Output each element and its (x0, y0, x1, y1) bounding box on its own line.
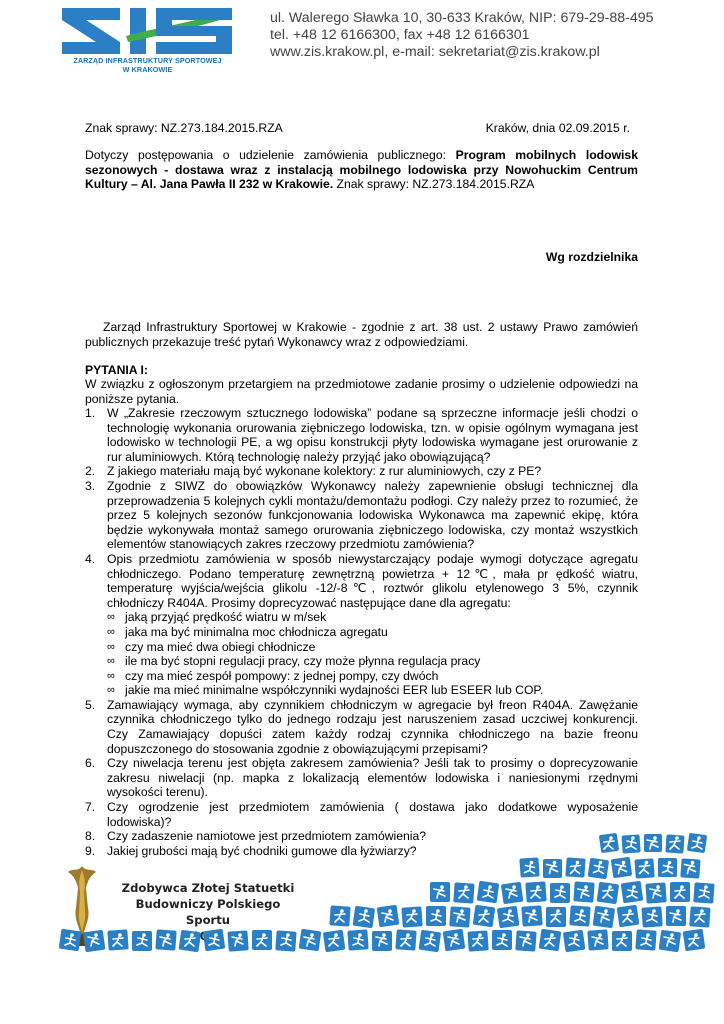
bullet-icon: ∞ (107, 640, 115, 653)
list-item (107, 683, 638, 698)
sport-pictogram-icon (550, 883, 570, 903)
sport-pictogram-icon (419, 930, 442, 953)
web-email: www.zis.krakow.pl, e-mail: sekretariat@zis.krakow.pl (270, 44, 600, 60)
sport-pictogram-icon (203, 929, 226, 952)
sport-pictogram-icon (543, 859, 562, 878)
distribution: Wg rozdzielnika (545, 250, 638, 264)
question-7 (85, 800, 638, 829)
question-number: 8. (85, 829, 96, 844)
sport-pictogram-icon (641, 906, 662, 927)
questions-intro: W związku z ogłoszonym przetargiem na przedmiotowe zadanie prosimy o udzielenie odpowiedzi na poniższe pytania. (85, 377, 638, 406)
place-date: Kraków, dnia 02.09.2015 r. (485, 121, 630, 135)
bullet-icon: ∞ (107, 625, 115, 638)
sport-pictogram-icon (680, 858, 700, 878)
sport-pictogram-icon (275, 930, 296, 951)
award-line-2: Budowniczy Polskiego Sportu (135, 897, 281, 927)
sport-pictogram-icon (426, 906, 446, 926)
case-number: Znak sprawy: NZ.273.184.2015.RZA (85, 121, 283, 135)
sport-pictograms (0, 828, 724, 968)
list-item-text: jaka ma być minimalna moc chłodnicza agregatu (125, 624, 388, 639)
subject-title: Program mobilnych lodowisk sezonowych - dostawa wraz z instalacją mobilnego lodowiska przy Nowohuckim Centrum Kultury – Al. Jana Pawła II 232 w Krakowie. (85, 148, 638, 192)
phone-fax: tel. +48 12 6166300, fax +48 12 6166301 (270, 27, 530, 43)
question-number: 9. (85, 843, 96, 858)
sport-pictogram-icon (612, 931, 632, 951)
sport-pictogram-icon (621, 881, 644, 904)
question-text: Czy ogrodzenie jest przedmiotem zamówienia ( dostawa jako dodatkowe wyposażenie lodowiska)? (107, 800, 638, 829)
sport-pictogram-icon (59, 929, 82, 952)
intro-paragraph: Zarząd Infrastruktury Sportowej w Krakowie - zgodnie z art. 38 ust. 2 ustawy Prawo zamówień publicznych przekazuje treść pytań Wykonawcy wraz z odpowiedziami. (85, 320, 638, 349)
sport-pictogram-icon (515, 930, 536, 951)
sport-pictogram-icon (563, 930, 586, 953)
sport-pictogram-icon (599, 833, 619, 853)
question-number: 1. (85, 406, 96, 420)
sport-pictogram-icon (683, 929, 706, 952)
sport-pictogram-icon (519, 857, 539, 877)
sport-pictogram-icon (634, 858, 654, 878)
sport-pictogram-icon (430, 882, 450, 902)
sport-pictogram-icon (497, 906, 520, 929)
agregat-requirements (107, 610, 638, 698)
question-text: Czy niwelacja terenu jest objęta zakresem zamówienia? Jeśli tak to prosimy o doprecyzowanie zakresu niwelacji (np. mapka z lokalizacją elementów lodowiska i naniesionymi rzędnymi wysokości terenu). (107, 756, 638, 800)
sport-pictogram-icon (593, 906, 616, 929)
sport-pictogram-icon (565, 857, 585, 877)
list-item-text: ile ma być stopni regulacji pracy, czy może płynna regulacja pracy (125, 654, 481, 669)
sport-pictogram-icon (477, 881, 500, 904)
question-4 (85, 552, 638, 698)
org-name-line1: ZARZĄD INFRASTRUKTURY SPORTOWEJ (73, 56, 222, 65)
question-text: Zamawiający wymaga, aby czynnikiem chłodniczym w agregacie był freon R404A. Zawężanie czynnika chłodniczego tylko do jednego rodzaju jest naruszeniem zasad uczciwej konkurencji. Czy Zamawiający dopuści zatem każdy rodzaj czynnika chłodniczego na bazie freonu dopuszczonego do stosowania zgodnie z obowiązującymi przepisami? (107, 697, 638, 756)
sport-pictogram-icon (689, 906, 710, 927)
sport-pictogram-icon (329, 905, 350, 926)
sport-pictogram-icon (252, 930, 272, 950)
list-item (107, 669, 638, 684)
question-text: Jakiej grubości mają być chodniki gumowe dla łyżwiarzy? (107, 843, 417, 858)
bullet-icon: ∞ (107, 684, 115, 697)
sport-pictogram-icon (323, 930, 346, 953)
sport-pictogram-icon (666, 906, 686, 926)
list-item-text: czy ma mieć zespół pompowy: z jednej pompy, czy dwóch (125, 668, 439, 683)
sport-pictogram-icon (635, 929, 656, 950)
bullet-icon: ∞ (107, 655, 115, 668)
sport-pictogram-icon (107, 929, 128, 950)
sport-pictogram-icon (539, 929, 562, 952)
sport-pictogram-icon (372, 931, 392, 951)
sport-pictogram-icon (569, 905, 590, 926)
sport-pictogram-icon (449, 906, 470, 927)
award-line-1: Zdobywca Złotej Statuetki (121, 881, 295, 895)
question-5 (85, 698, 638, 756)
sport-pictogram-icon (670, 882, 690, 902)
question-2 (85, 464, 638, 479)
question-text: W „Zakresie rzeczowym sztucznego lodowiska” podane są sprzeczne informacje jeśli chodzi o technologię wykonania orurowania ziębniczego lodowiska, tzn. w opisie ogólnym wymagana jest lodowisko w technologii PE, a wg opisu konstrukcji płyty lodowiska wymagane jest orurowanie z rur aluminiowych. Którą technologię należy przyjąć jako obowiązującą? (107, 406, 638, 464)
sport-pictogram-icon (473, 905, 496, 928)
sport-pictogram-icon (621, 834, 640, 853)
question-1 (85, 406, 638, 464)
subject-prefix: Dotyczy postępowania o udzielenie zamówienia publicznego: (85, 148, 456, 162)
question-number: 6. (85, 756, 96, 771)
sport-pictogram-icon (587, 929, 608, 950)
contact-block (270, 10, 710, 61)
list-item (107, 610, 638, 625)
question-number: 3. (85, 478, 96, 493)
sport-pictogram-icon (521, 905, 542, 926)
sport-pictogram-icon (395, 929, 416, 950)
sport-pictogram-icon (453, 882, 474, 903)
sport-pictogram-icon (687, 833, 707, 853)
sport-pictogram-icon (501, 882, 524, 905)
list-item-text: czy ma mieć dwa obiegi chłodnicze (125, 639, 316, 654)
sport-pictogram-icon (492, 930, 512, 950)
subject-suffix: Znak sprawy: NZ.273.184.2015.RZA (333, 177, 535, 192)
question-6 (85, 756, 638, 800)
question-number: 5. (85, 697, 96, 712)
question-number: 7. (85, 800, 96, 815)
list-item-text: jakie ma mieć minimalne współczynniki wydajności EER lub ESEER lub COP. (125, 683, 544, 698)
list-item (107, 625, 638, 640)
sport-pictogram-icon (693, 882, 714, 903)
question-number: 4. (85, 551, 96, 566)
zis-logo-icon (60, 6, 235, 56)
question-text: Z jakiego materiału mają być wykonane kolektory: z rur aluminiowych, czy z PE? (107, 464, 542, 479)
sport-pictogram-icon (645, 882, 666, 903)
zis-logo (60, 6, 235, 84)
subject (85, 148, 638, 192)
questions-list (85, 406, 638, 858)
address: ul. Walerego Sławka 10, 30-633 Kraków, NIP: 679-29-88-495 (270, 10, 654, 26)
sport-pictogram-icon (659, 930, 682, 953)
question-text: Opis przedmiotu zamówienia w sposób niewystarczający podaje wymogi dotyczące agregatu chłodniczego. Podano temperaturę zewnętrzną powietrza + 12℃, mała pr ędkość wiatru, temperaturę wyjścia/wejścia glikolu -12/-8℃, roztwór glikolu etylenowego 3 5%, czynnik chłodniczy R404A. Prosimy doprecyzować następujące dane dla agregatu: (107, 551, 638, 610)
sport-pictogram-icon (227, 930, 248, 951)
sport-pictogram-icon (588, 858, 609, 879)
sport-pictogram-icon (597, 882, 620, 905)
sport-pictogram-icon (353, 906, 376, 929)
sport-pictogram-icon (347, 929, 368, 950)
sport-pictogram-icon (644, 834, 662, 852)
sport-pictogram-icon (132, 931, 152, 951)
reference-row (85, 121, 638, 136)
list-item (107, 640, 638, 655)
sport-pictogram-icon (155, 929, 176, 950)
sport-pictogram-icon (546, 907, 566, 927)
list-item-text: jaką przyjąć prędkość wiatru w m/sek (125, 610, 327, 625)
sport-pictogram-icon (83, 930, 106, 953)
bullet-icon: ∞ (107, 611, 115, 624)
sport-pictogram-icon (299, 929, 322, 952)
org-name (60, 56, 235, 74)
question-text: Czy zadaszenie namiotowe jest przedmiotem zamówienia? (107, 829, 427, 844)
org-name-line2: W KRAKOWIE (122, 65, 173, 74)
sport-pictogram-icon (665, 834, 684, 853)
question-number: 2. (85, 464, 96, 479)
sport-pictogram-icon (617, 905, 640, 928)
sport-pictogram-icon (443, 929, 466, 952)
sport-pictogram-icon (467, 930, 488, 951)
question-3 (85, 479, 638, 552)
bullet-icon: ∞ (107, 669, 115, 682)
sport-pictogram-icon (179, 930, 202, 953)
sport-pictogram-icon (658, 858, 677, 877)
sport-pictogram-icon (611, 857, 632, 878)
sport-pictogram-icon (377, 905, 400, 928)
list-item (107, 654, 638, 669)
questions-heading: PYTANIA I: (85, 363, 148, 377)
sport-pictogram-icon (525, 881, 546, 902)
sport-pictogram-icon (573, 881, 594, 902)
sport-pictogram-icon (401, 906, 422, 927)
question-text: Zgodnie z SIWZ do obowiązków Wykonawcy należy zapewnienie obsługi technicznej dla przeprowadzenia 5 kolejnych cykli montażu/demontażu podłogi. Czy należy przez to rozumieć, że przez 5 kolejnych sezonów funkcjonowania lodowiska Wykonawca ma zapewnić ekipę, która będzie wykonywała montaż samego orurowania ziębniczego lodowiska, czy montaż wszystkich elementów stanowiących zakres rzeczowy przedmiotu zamówienia? (107, 478, 638, 552)
